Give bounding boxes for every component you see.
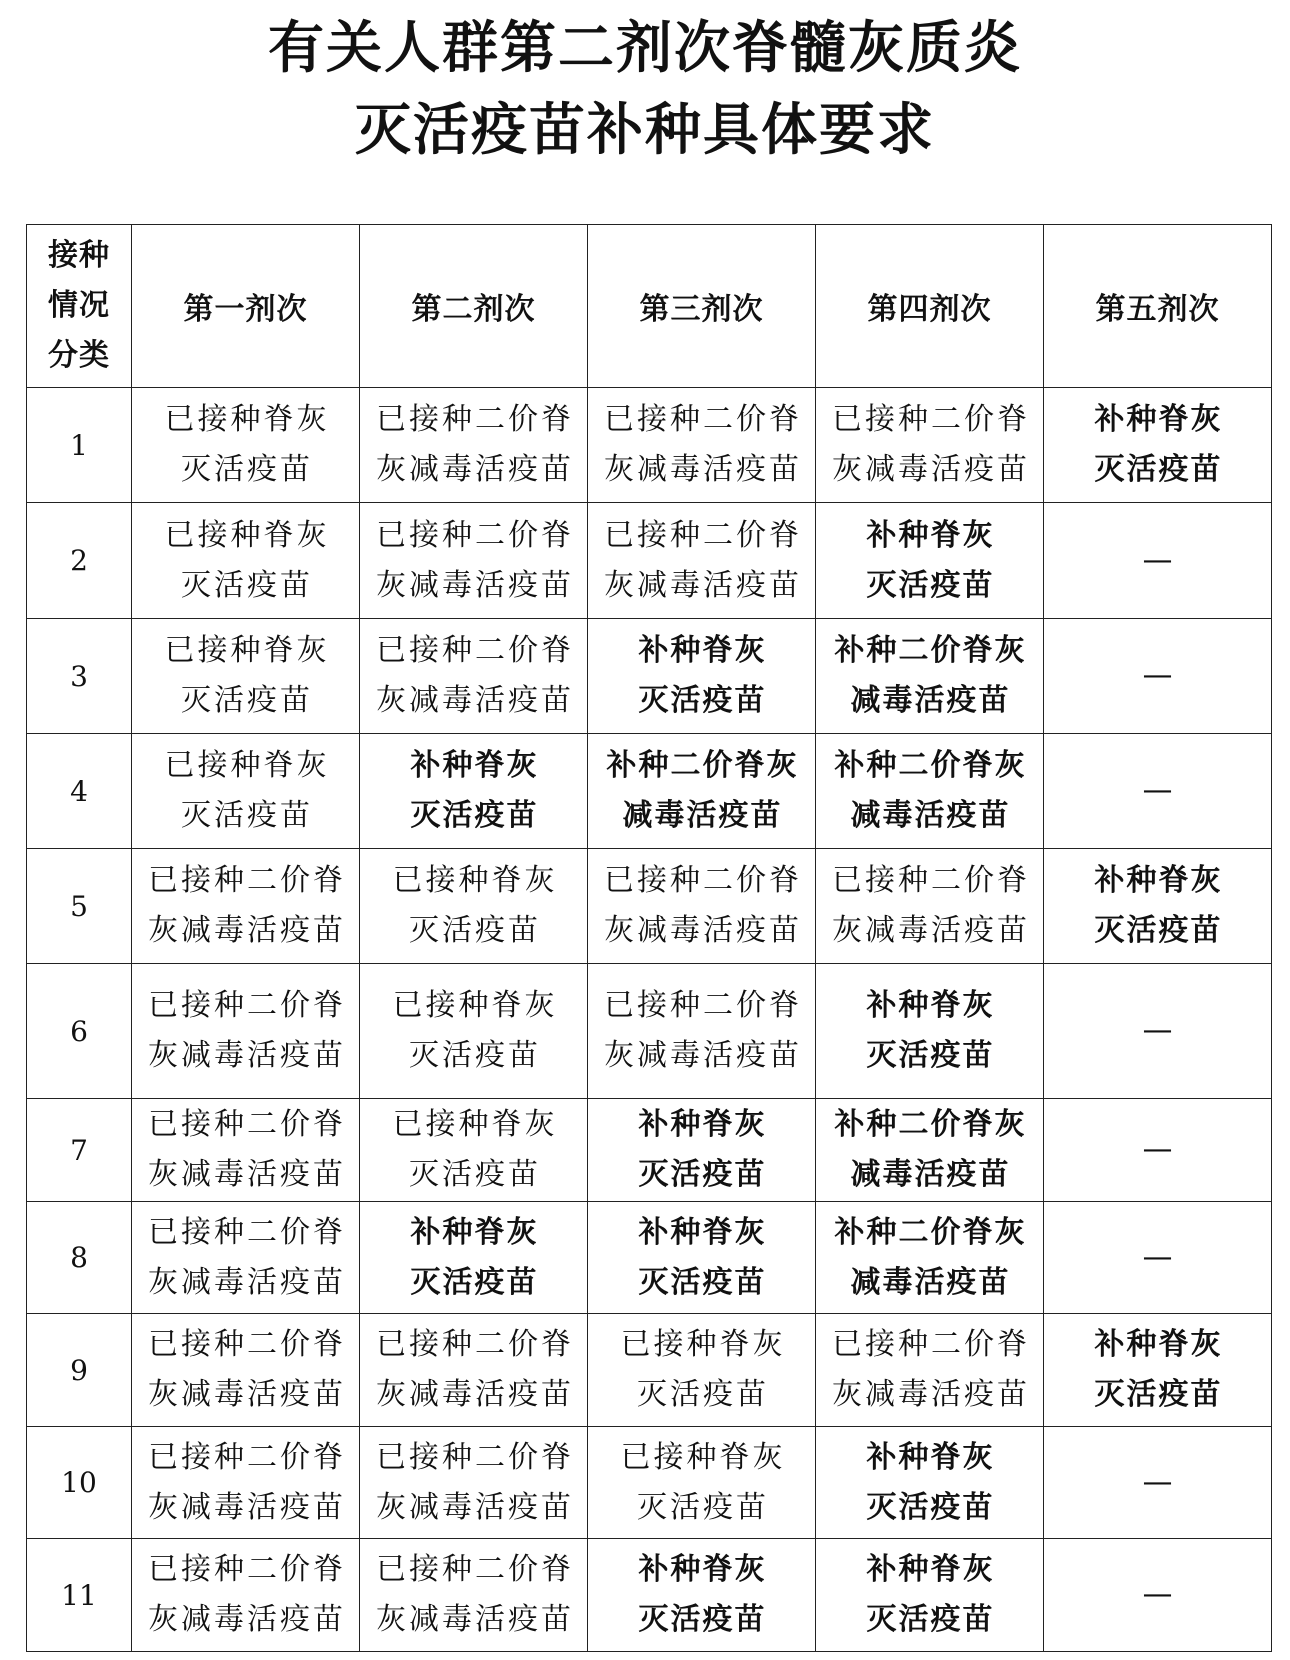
- table-cell: [1044, 1427, 1272, 1539]
- cell-text-line: —: [1142, 1132, 1173, 1167]
- cell-text-line: 已接种脊灰: [620, 1439, 786, 1475]
- cell-text-line: 已接种二价脊: [148, 1439, 346, 1475]
- cell-text-line: 灰减毒活疫苗: [148, 1157, 346, 1192]
- row-number: 11: [27, 1539, 132, 1652]
- table-cell: [588, 1539, 816, 1652]
- cell-text-line: 已接种脊灰: [164, 517, 330, 553]
- table-cell: [816, 1202, 1044, 1314]
- cell-text-line: —: [1142, 1577, 1173, 1612]
- cell-text-line: 灭活疫苗: [637, 1377, 769, 1412]
- table-cell: [1044, 619, 1272, 734]
- cell-text-line: 已接种脊灰: [164, 402, 330, 437]
- table-cell: [1044, 964, 1272, 1099]
- table-cell: [1044, 388, 1272, 503]
- cell-text-line: 灭活疫苗: [1094, 913, 1223, 948]
- cell-text-line: 灰减毒活疫苗: [148, 1377, 346, 1412]
- table-cell: [360, 1314, 588, 1427]
- row-number: 9: [27, 1314, 132, 1427]
- table-cell: [360, 619, 588, 734]
- cell-text-line: 灰减毒活疫苗: [148, 913, 346, 948]
- table-cell: [132, 734, 360, 849]
- cell-text-line: 已接种二价脊: [604, 517, 802, 553]
- table-cell: [816, 1099, 1044, 1202]
- cell-text-line: 灰减毒活疫苗: [376, 1489, 574, 1525]
- table-cell: [132, 1202, 360, 1314]
- cell-text-line: 已接种二价脊: [604, 402, 802, 437]
- header-dose-5: 第五剂次: [1044, 225, 1272, 388]
- table-row: [27, 1099, 1272, 1202]
- cell-text-line: —: [1142, 542, 1173, 578]
- cell-text-line: 已接种脊灰: [620, 1327, 786, 1362]
- cell-text-line: 灰减毒活疫苗: [832, 913, 1030, 948]
- cell-text-line: 灭活疫苗: [181, 798, 313, 833]
- header-category-line: 分类: [48, 338, 110, 373]
- cell-text-line: 已接种二价脊: [376, 402, 574, 437]
- table-cell: [588, 619, 816, 734]
- cell-text-line: 灭活疫苗: [637, 1489, 769, 1525]
- cell-text-line: —: [1142, 658, 1173, 693]
- row-number: 10: [27, 1427, 132, 1539]
- cell-text-line: 减毒活疫苗: [850, 1264, 1011, 1300]
- table-row: [27, 1427, 1272, 1539]
- table-cell: [816, 619, 1044, 734]
- table-cell: [360, 964, 588, 1099]
- cell-text-line: 已接种二价脊: [604, 988, 802, 1023]
- cell-text-line: 灭活疫苗: [410, 1264, 539, 1300]
- table-cell: [588, 388, 816, 503]
- cell-text-line: 已接种脊灰: [392, 988, 558, 1023]
- cell-text-line: 补种脊灰: [410, 1214, 539, 1250]
- table-row: [27, 619, 1272, 734]
- table-cell: [132, 619, 360, 734]
- header-category-line: 接种: [48, 238, 110, 273]
- table-cell: [816, 964, 1044, 1099]
- cell-text-line: 灰减毒活疫苗: [376, 1377, 574, 1412]
- header-row: [27, 225, 1272, 388]
- header-dose-4: 第四剂次: [816, 225, 1044, 388]
- cell-text-line: 灭活疫苗: [866, 1038, 995, 1073]
- cell-text-line: 灰减毒活疫苗: [604, 1038, 802, 1073]
- header-category: [27, 225, 132, 388]
- table-cell: [360, 1099, 588, 1202]
- row-number: 8: [27, 1202, 132, 1314]
- cell-text-line: 补种二价脊灰: [834, 1214, 1027, 1250]
- table-cell: [132, 964, 360, 1099]
- table-cell: [588, 1202, 816, 1314]
- cell-text-line: 灰减毒活疫苗: [148, 1489, 346, 1525]
- cell-text-line: 灭活疫苗: [409, 1157, 541, 1192]
- row-number: 2: [27, 503, 132, 619]
- cell-text-line: 补种脊灰: [1094, 402, 1223, 437]
- cell-text-line: 已接种二价脊: [832, 402, 1030, 437]
- cell-text-line: —: [1142, 773, 1173, 808]
- cell-text-line: 灭活疫苗: [866, 1489, 995, 1525]
- cell-text-line: 减毒活疫苗: [850, 1157, 1011, 1192]
- cell-text-line: 已接种二价脊: [604, 863, 802, 898]
- table-cell: [360, 734, 588, 849]
- cell-text-line: 已接种二价脊: [376, 1439, 574, 1475]
- table-cell: [816, 388, 1044, 503]
- table-cell: [1044, 1539, 1272, 1652]
- cell-text-line: 已接种二价脊: [148, 1214, 346, 1250]
- cell-text-line: 已接种脊灰: [392, 863, 558, 898]
- cell-text-line: 灭活疫苗: [409, 1038, 541, 1073]
- row-number: 3: [27, 619, 132, 734]
- cell-text-line: 已接种脊灰: [164, 748, 330, 783]
- row-number: 6: [27, 964, 132, 1099]
- cell-text-line: 已接种二价脊: [832, 1327, 1030, 1362]
- cell-text-line: 灭活疫苗: [181, 452, 313, 487]
- cell-text-line: 灭活疫苗: [409, 913, 541, 948]
- table-cell: [132, 1099, 360, 1202]
- row-number: 5: [27, 849, 132, 964]
- cell-text-line: 灰减毒活疫苗: [376, 452, 574, 487]
- table-cell: [588, 1427, 816, 1539]
- table-cell: [1044, 503, 1272, 619]
- header-dose-3: 第三剂次: [588, 225, 816, 388]
- cell-text-line: 补种脊灰: [1094, 863, 1223, 898]
- cell-text-line: 已接种二价脊: [832, 863, 1030, 898]
- cell-text-line: 已接种二价脊: [148, 1107, 346, 1142]
- cell-text-line: 已接种二价脊: [148, 863, 346, 898]
- cell-text-line: 已接种脊灰: [392, 1107, 558, 1142]
- table-cell: [1044, 849, 1272, 964]
- table-cell: [588, 849, 816, 964]
- table-cell: [816, 849, 1044, 964]
- table-cell: [1044, 1099, 1272, 1202]
- row-number: 4: [27, 734, 132, 849]
- cell-text-line: 已接种脊灰: [164, 633, 330, 668]
- cell-text-line: 补种脊灰: [866, 1439, 995, 1475]
- cell-text-line: 已接种二价脊: [376, 1552, 574, 1587]
- table-cell: [588, 734, 816, 849]
- table-cell: [360, 1427, 588, 1539]
- cell-text-line: 灰减毒活疫苗: [604, 452, 802, 487]
- header-dose-2: 第二剂次: [360, 225, 588, 388]
- table-cell: [132, 388, 360, 503]
- table-cell: [360, 1539, 588, 1652]
- cell-text-line: 减毒活疫苗: [850, 798, 1011, 833]
- row-number: 1: [27, 388, 132, 503]
- table-row: [27, 964, 1272, 1099]
- table-cell: [588, 1314, 816, 1427]
- document-title: [0, 8, 1290, 172]
- cell-text-line: 灭活疫苗: [638, 1157, 767, 1192]
- table-cell: [132, 849, 360, 964]
- supplementary-vaccination-table: [26, 224, 1272, 1652]
- cell-text-line: 灭活疫苗: [1094, 452, 1223, 487]
- cell-text-line: 已接种二价脊: [148, 1327, 346, 1362]
- header-category-line: 情况: [48, 288, 110, 323]
- cell-text-line: 补种二价脊灰: [834, 748, 1027, 783]
- cell-text-line: 灰减毒活疫苗: [148, 1264, 346, 1300]
- table-cell: [360, 849, 588, 964]
- table-row: [27, 1202, 1272, 1314]
- cell-text-line: 灰减毒活疫苗: [376, 683, 574, 718]
- cell-text-line: 灰减毒活疫苗: [832, 452, 1030, 487]
- cell-text-line: 灰减毒活疫苗: [148, 1602, 346, 1637]
- table-row: [27, 503, 1272, 619]
- table-body: [27, 388, 1272, 1652]
- cell-text-line: 补种二价脊灰: [606, 748, 799, 783]
- cell-text-line: 灭活疫苗: [181, 683, 313, 718]
- table-row: [27, 849, 1272, 964]
- table-cell: [360, 1202, 588, 1314]
- title-line-1: 有关人群第二剂次脊髓灰质炎: [268, 16, 1022, 81]
- cell-text-line: 灭活疫苗: [638, 1264, 767, 1300]
- cell-text-line: 已接种二价脊: [376, 633, 574, 668]
- cell-text-line: 补种脊灰: [1094, 1327, 1223, 1362]
- cell-text-line: 已接种二价脊: [376, 517, 574, 553]
- cell-text-line: 已接种二价脊: [376, 1327, 574, 1362]
- cell-text-line: 补种脊灰: [638, 1552, 767, 1587]
- row-number: 7: [27, 1099, 132, 1202]
- table-cell: [816, 1314, 1044, 1427]
- cell-text-line: 灭活疫苗: [638, 683, 767, 718]
- table-cell: [816, 1427, 1044, 1539]
- cell-text-line: 补种二价脊灰: [834, 633, 1027, 668]
- cell-text-line: 灰减毒活疫苗: [148, 1038, 346, 1073]
- table-cell: [132, 1427, 360, 1539]
- table-cell: [1044, 734, 1272, 849]
- cell-text-line: 灭活疫苗: [410, 798, 539, 833]
- cell-text-line: 补种脊灰: [638, 1214, 767, 1250]
- table-row: [27, 1539, 1272, 1652]
- cell-text-line: 补种脊灰: [638, 1107, 767, 1142]
- cell-text-line: —: [1142, 1239, 1173, 1275]
- cell-text-line: 补种二价脊灰: [834, 1107, 1027, 1142]
- table-row: [27, 388, 1272, 503]
- cell-text-line: 灭活疫苗: [866, 567, 995, 603]
- cell-text-line: —: [1142, 1013, 1173, 1048]
- header-dose-1: 第一剂次: [132, 225, 360, 388]
- table-cell: [132, 1539, 360, 1652]
- cell-text-line: 减毒活疫苗: [850, 683, 1011, 718]
- table-header: [27, 225, 1272, 388]
- table-row: [27, 734, 1272, 849]
- cell-text-line: 灰减毒活疫苗: [376, 1602, 574, 1637]
- table-row: [27, 1314, 1272, 1427]
- table-cell: [588, 1099, 816, 1202]
- cell-text-line: 灭活疫苗: [866, 1602, 995, 1637]
- cell-text-line: 补种脊灰: [866, 1552, 995, 1587]
- cell-text-line: 减毒活疫苗: [622, 798, 783, 833]
- title-line-2: 灭活疫苗补种具体要求: [355, 98, 935, 163]
- cell-text-line: 灰减毒活疫苗: [376, 567, 574, 603]
- cell-text-line: 补种脊灰: [866, 988, 995, 1023]
- table-cell: [816, 1539, 1044, 1652]
- table-cell: [816, 734, 1044, 849]
- cell-text-line: 灭活疫苗: [181, 567, 313, 603]
- table-cell: [360, 388, 588, 503]
- table-cell: [588, 964, 816, 1099]
- cell-text-line: 灰减毒活疫苗: [604, 567, 802, 603]
- cell-text-line: 已接种二价脊: [148, 988, 346, 1023]
- cell-text-line: 灭活疫苗: [1094, 1377, 1223, 1412]
- table-cell: [360, 503, 588, 619]
- cell-text-line: 已接种二价脊: [148, 1552, 346, 1587]
- table-cell: [1044, 1202, 1272, 1314]
- table-cell: [132, 503, 360, 619]
- cell-text-line: 补种脊灰: [638, 633, 767, 668]
- cell-text-line: 灰减毒活疫苗: [832, 1377, 1030, 1412]
- cell-text-line: 补种脊灰: [866, 517, 995, 553]
- cell-text-line: 补种脊灰: [410, 748, 539, 783]
- cell-text-line: 灰减毒活疫苗: [604, 913, 802, 948]
- cell-text-line: —: [1142, 1464, 1173, 1500]
- table-cell: [132, 1314, 360, 1427]
- table-cell: [1044, 1314, 1272, 1427]
- table-cell: [816, 503, 1044, 619]
- table-cell: [588, 503, 816, 619]
- cell-text-line: 灭活疫苗: [638, 1602, 767, 1637]
